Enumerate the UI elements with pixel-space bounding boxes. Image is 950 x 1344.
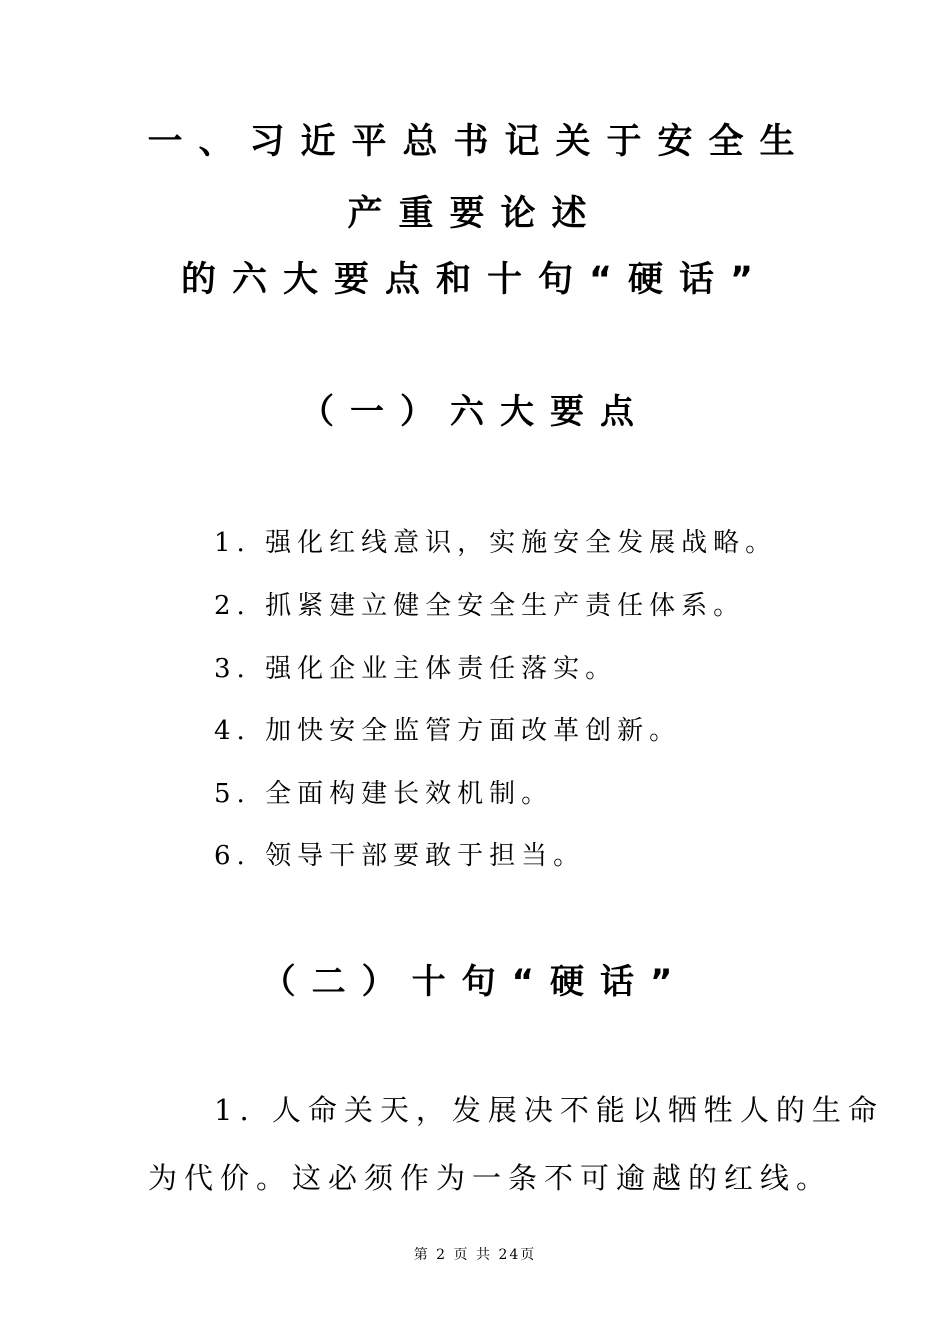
list-item: 1. 强化红线意识，实施安全发展战略。	[214, 528, 778, 558]
list-item: 5. 全面构建长效机制。	[214, 779, 554, 809]
list-item: 2. 抓紧建立健全安全生产责任体系。	[214, 591, 746, 621]
document-title-line-2: 产重要论述	[347, 194, 603, 234]
list-item: 6. 领导干部要敢于担当。	[214, 841, 586, 871]
list-item: 3. 强化企业主体责任落实。	[214, 654, 618, 684]
paragraph-line: 1. 人命关天，发展决不能以牺牲人的生命	[214, 1093, 884, 1127]
paragraph-line: 为代价。这必须作为一条不可逾越的红线。	[148, 1161, 833, 1195]
document-title-line-1: 一、习近平总书记关于安全生	[147, 122, 811, 162]
section-heading-ten-sayings: （二）十句“硬话”	[261, 962, 689, 1002]
section-heading-six-points: （一）六大要点	[300, 392, 650, 432]
page-number-footer: 第 2 页 共 24页	[413, 1247, 537, 1263]
document-title-line-3: 的六大要点和十句“硬话”	[180, 260, 769, 300]
list-item: 4. 加快安全监管方面改革创新。	[214, 716, 682, 746]
